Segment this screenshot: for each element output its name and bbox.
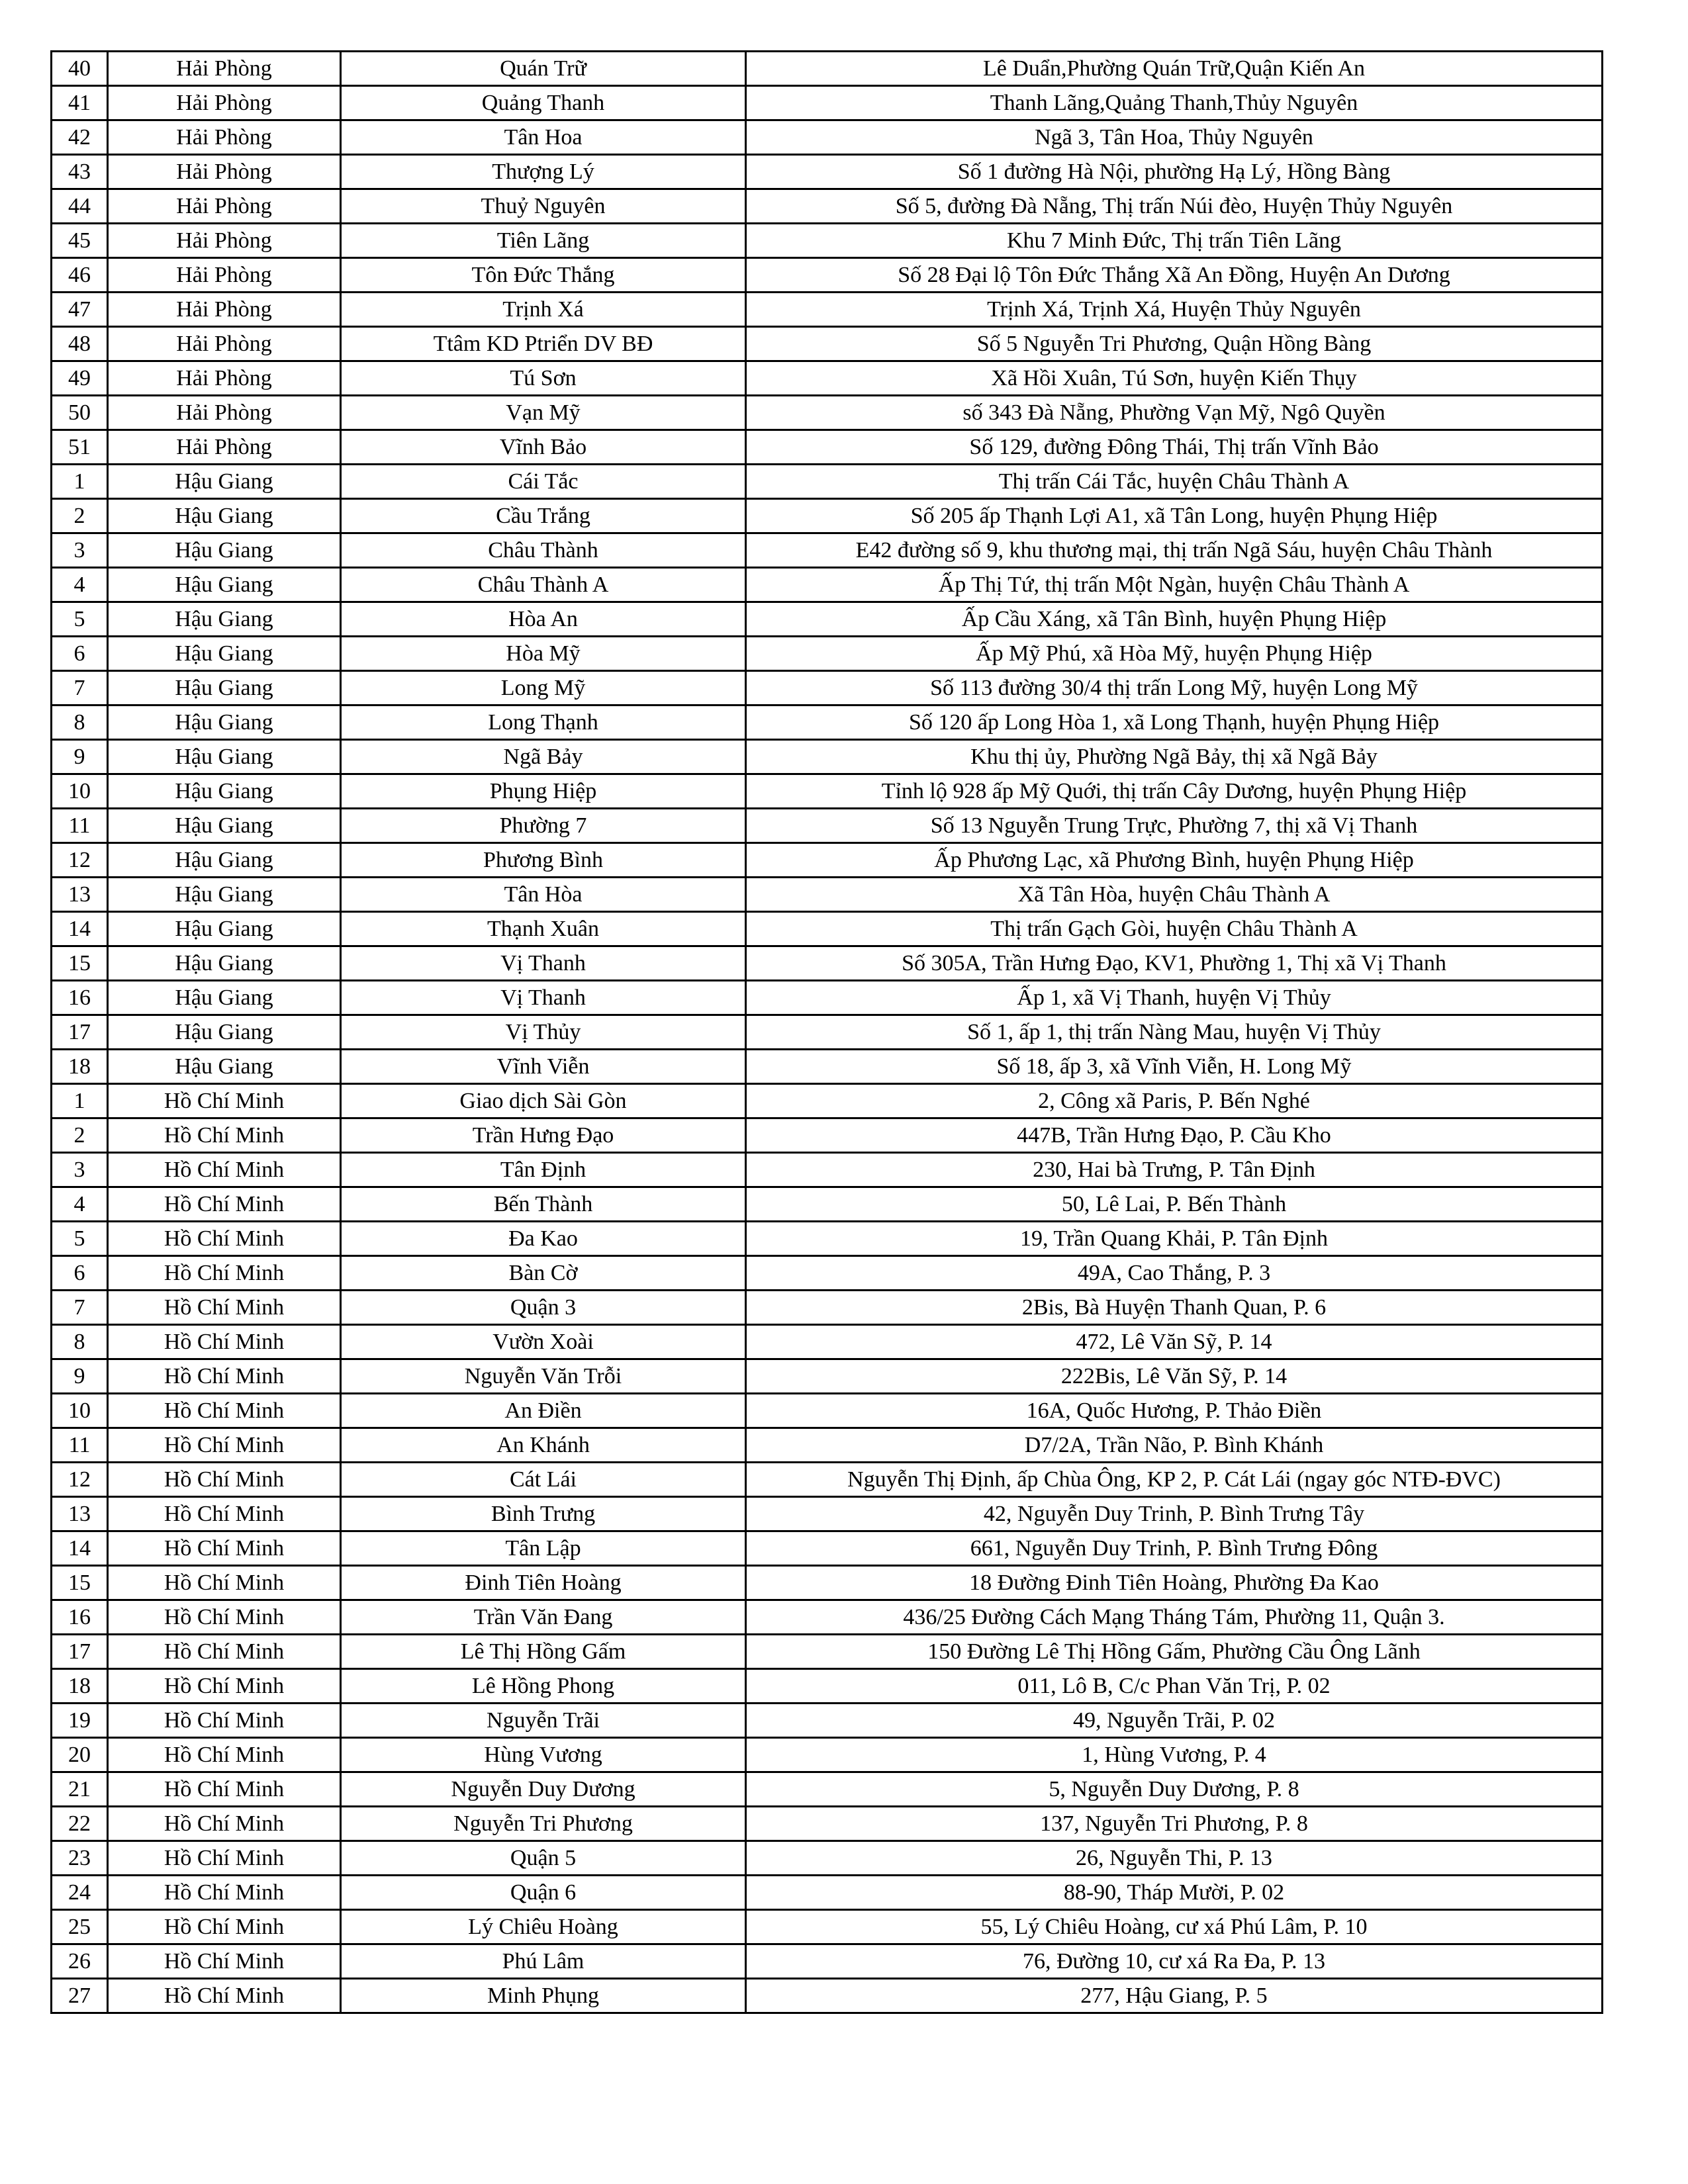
row-number-cell: 46 bbox=[52, 258, 108, 293]
office-name-cell: Tân Hoa bbox=[341, 120, 746, 155]
address-cell: E42 đường số 9, khu thương mại, thị trấn Ngã Sáu, huyện Châu Thành bbox=[746, 533, 1603, 568]
province-cell: Hồ Chí Minh bbox=[108, 1566, 341, 1600]
table-row bbox=[52, 327, 1603, 361]
address-cell: 76, Đường 10, cư xá Ra Đa, P. 13 bbox=[746, 1944, 1603, 1979]
row-number-cell: 1 bbox=[52, 1084, 108, 1118]
table-row bbox=[52, 533, 1603, 568]
province-cell: Hồ Chí Minh bbox=[108, 1979, 341, 2013]
address-cell: Ấp Thị Tứ, thị trấn Một Ngàn, huyện Châu Thành A bbox=[746, 568, 1603, 602]
table-row bbox=[52, 671, 1603, 705]
office-name-cell: Long Mỹ bbox=[341, 671, 746, 705]
office-name-cell: Châu Thành A bbox=[341, 568, 746, 602]
row-number-cell: 50 bbox=[52, 396, 108, 430]
office-name-cell: Bến Thành bbox=[341, 1187, 746, 1222]
table-row bbox=[52, 1944, 1603, 1979]
address-cell: Số 305A, Trần Hưng Đạo, KV1, Phường 1, Thị xã Vị Thanh bbox=[746, 946, 1603, 981]
province-cell: Hồ Chí Minh bbox=[108, 1772, 341, 1807]
table-row bbox=[52, 981, 1603, 1015]
address-cell: Số 205 ấp Thạnh Lợi A1, xã Tân Long, huyện Phụng Hiệp bbox=[746, 499, 1603, 533]
table-row bbox=[52, 1084, 1603, 1118]
row-number-cell: 45 bbox=[52, 224, 108, 258]
office-name-cell: Lý Chiêu Hoàng bbox=[341, 1910, 746, 1944]
province-cell: Hậu Giang bbox=[108, 568, 341, 602]
province-cell: Hồ Chí Minh bbox=[108, 1187, 341, 1222]
address-cell: 661, Nguyễn Duy Trinh, P. Bình Trưng Đông bbox=[746, 1531, 1603, 1566]
province-cell: Hậu Giang bbox=[108, 946, 341, 981]
address-cell: Số 113 đường 30/4 thị trấn Long Mỹ, huyện Long Mỹ bbox=[746, 671, 1603, 705]
row-number-cell: 15 bbox=[52, 1566, 108, 1600]
row-number-cell: 13 bbox=[52, 878, 108, 912]
address-cell: 2, Công xã Paris, P. Bến Nghé bbox=[746, 1084, 1603, 1118]
office-name-cell: Bình Trưng bbox=[341, 1497, 746, 1531]
address-cell: 49, Nguyễn Trãi, P. 02 bbox=[746, 1704, 1603, 1738]
row-number-cell: 5 bbox=[52, 602, 108, 637]
table-row bbox=[52, 1153, 1603, 1187]
office-name-cell: Quán Trữ bbox=[341, 52, 746, 86]
address-cell: Số 13 Nguyễn Trung Trực, Phường 7, thị xã Vị Thanh bbox=[746, 809, 1603, 843]
table-row bbox=[52, 1876, 1603, 1910]
row-number-cell: 42 bbox=[52, 120, 108, 155]
office-name-cell: Vị Thanh bbox=[341, 981, 746, 1015]
row-number-cell: 1 bbox=[52, 465, 108, 499]
row-number-cell: 5 bbox=[52, 1222, 108, 1256]
row-number-cell: 11 bbox=[52, 809, 108, 843]
office-name-cell: Quận 6 bbox=[341, 1876, 746, 1910]
row-number-cell: 8 bbox=[52, 1325, 108, 1359]
office-name-cell: Trịnh Xá bbox=[341, 293, 746, 327]
row-number-cell: 12 bbox=[52, 1463, 108, 1497]
table-row bbox=[52, 52, 1603, 86]
table-row bbox=[52, 1428, 1603, 1463]
province-cell: Hồ Chí Minh bbox=[108, 1669, 341, 1704]
province-cell: Hậu Giang bbox=[108, 843, 341, 878]
office-name-cell: Trần Hưng Đạo bbox=[341, 1118, 746, 1153]
table-row bbox=[52, 1531, 1603, 1566]
row-number-cell: 16 bbox=[52, 981, 108, 1015]
row-number-cell: 7 bbox=[52, 671, 108, 705]
table-row bbox=[52, 361, 1603, 396]
office-name-cell: Vĩnh Bảo bbox=[341, 430, 746, 465]
address-cell: Ấp Phương Lạc, xã Phương Bình, huyện Phụng Hiệp bbox=[746, 843, 1603, 878]
table-row bbox=[52, 809, 1603, 843]
table-row bbox=[52, 1807, 1603, 1841]
post-office-table bbox=[50, 50, 1603, 2014]
row-number-cell: 11 bbox=[52, 1428, 108, 1463]
address-cell: 2Bis, Bà Huyện Thanh Quan, P. 6 bbox=[746, 1291, 1603, 1325]
table-row bbox=[52, 499, 1603, 533]
address-cell: 55, Lý Chiêu Hoàng, cư xá Phú Lâm, P. 10 bbox=[746, 1910, 1603, 1944]
row-number-cell: 49 bbox=[52, 361, 108, 396]
row-number-cell: 4 bbox=[52, 1187, 108, 1222]
office-name-cell: Quảng Thanh bbox=[341, 86, 746, 120]
table-row bbox=[52, 1050, 1603, 1084]
province-cell: Hồ Chí Minh bbox=[108, 1807, 341, 1841]
province-cell: Hồ Chí Minh bbox=[108, 1394, 341, 1428]
table-row bbox=[52, 946, 1603, 981]
office-name-cell: Phường 7 bbox=[341, 809, 746, 843]
row-number-cell: 26 bbox=[52, 1944, 108, 1979]
table-row bbox=[52, 1841, 1603, 1876]
table-row bbox=[52, 568, 1603, 602]
office-name-cell: Trần Văn Đang bbox=[341, 1600, 746, 1635]
province-cell: Hồ Chí Minh bbox=[108, 1635, 341, 1669]
address-cell: 011, Lô B, C/c Phan Văn Trị, P. 02 bbox=[746, 1669, 1603, 1704]
address-cell: 5, Nguyễn Duy Dương, P. 8 bbox=[746, 1772, 1603, 1807]
address-cell: 277, Hậu Giang, P. 5 bbox=[746, 1979, 1603, 2013]
address-cell: Ấp Mỹ Phú, xã Hòa Mỹ, huyện Phụng Hiệp bbox=[746, 637, 1603, 671]
row-number-cell: 17 bbox=[52, 1635, 108, 1669]
row-number-cell: 16 bbox=[52, 1600, 108, 1635]
office-name-cell: Quận 3 bbox=[341, 1291, 746, 1325]
row-number-cell: 12 bbox=[52, 843, 108, 878]
province-cell: Hải Phòng bbox=[108, 361, 341, 396]
table-row bbox=[52, 224, 1603, 258]
address-cell: 42, Nguyễn Duy Trinh, P. Bình Trưng Tây bbox=[746, 1497, 1603, 1531]
table-row bbox=[52, 465, 1603, 499]
table-row bbox=[52, 120, 1603, 155]
table-row bbox=[52, 1118, 1603, 1153]
office-name-cell: Cát Lái bbox=[341, 1463, 746, 1497]
row-number-cell: 15 bbox=[52, 946, 108, 981]
table-row bbox=[52, 430, 1603, 465]
province-cell: Hậu Giang bbox=[108, 774, 341, 809]
table-row bbox=[52, 1015, 1603, 1050]
address-cell: 222Bis, Lê Văn Sỹ, P. 14 bbox=[746, 1359, 1603, 1394]
province-cell: Hồ Chí Minh bbox=[108, 1118, 341, 1153]
province-cell: Hải Phòng bbox=[108, 396, 341, 430]
province-cell: Hồ Chí Minh bbox=[108, 1738, 341, 1772]
table-row bbox=[52, 912, 1603, 946]
row-number-cell: 9 bbox=[52, 740, 108, 774]
province-cell: Hồ Chí Minh bbox=[108, 1325, 341, 1359]
address-cell: 18 Đường Đinh Tiên Hoàng, Phường Đa Kao bbox=[746, 1566, 1603, 1600]
office-name-cell: Hòa Mỹ bbox=[341, 637, 746, 671]
table-row bbox=[52, 1738, 1603, 1772]
row-number-cell: 27 bbox=[52, 1979, 108, 2013]
address-cell: Xã Tân Hòa, huyện Châu Thành A bbox=[746, 878, 1603, 912]
province-cell: Hậu Giang bbox=[108, 981, 341, 1015]
table-row bbox=[52, 396, 1603, 430]
address-cell: Số 120 ấp Long Hòa 1, xã Long Thạnh, huyện Phụng Hiệp bbox=[746, 705, 1603, 740]
address-cell: 230, Hai bà Trưng, P. Tân Định bbox=[746, 1153, 1603, 1187]
province-cell: Hải Phòng bbox=[108, 155, 341, 189]
address-cell: Số 28 Đại lộ Tôn Đức Thắng Xã An Đồng, Huyện An Dương bbox=[746, 258, 1603, 293]
address-cell: 19, Trần Quang Khải, P. Tân Định bbox=[746, 1222, 1603, 1256]
table-row bbox=[52, 1566, 1603, 1600]
table-row bbox=[52, 1635, 1603, 1669]
office-name-cell: Nguyễn Duy Dương bbox=[341, 1772, 746, 1807]
table-row bbox=[52, 1772, 1603, 1807]
office-name-cell: Vĩnh Viễn bbox=[341, 1050, 746, 1084]
office-name-cell: Cái Tắc bbox=[341, 465, 746, 499]
row-number-cell: 18 bbox=[52, 1050, 108, 1084]
table-row bbox=[52, 1222, 1603, 1256]
address-cell: Trịnh Xá, Trịnh Xá, Huyện Thủy Nguyên bbox=[746, 293, 1603, 327]
row-number-cell: 6 bbox=[52, 637, 108, 671]
table-row bbox=[52, 1359, 1603, 1394]
office-name-cell: Lê Thị Hồng Gấm bbox=[341, 1635, 746, 1669]
table-row bbox=[52, 1463, 1603, 1497]
table-row bbox=[52, 637, 1603, 671]
province-cell: Hồ Chí Minh bbox=[108, 1084, 341, 1118]
province-cell: Hải Phòng bbox=[108, 189, 341, 224]
row-number-cell: 2 bbox=[52, 1118, 108, 1153]
province-cell: Hồ Chí Minh bbox=[108, 1944, 341, 1979]
address-cell: Thanh Lãng,Quảng Thanh,Thủy Nguyên bbox=[746, 86, 1603, 120]
province-cell: Hậu Giang bbox=[108, 878, 341, 912]
address-cell: Khu 7 Minh Đức, Thị trấn Tiên Lãng bbox=[746, 224, 1603, 258]
province-cell: Hải Phòng bbox=[108, 258, 341, 293]
row-number-cell: 25 bbox=[52, 1910, 108, 1944]
province-cell: Hậu Giang bbox=[108, 533, 341, 568]
row-number-cell: 23 bbox=[52, 1841, 108, 1876]
address-cell: 1, Hùng Vương, P. 4 bbox=[746, 1738, 1603, 1772]
province-cell: Hậu Giang bbox=[108, 705, 341, 740]
row-number-cell: 14 bbox=[52, 912, 108, 946]
row-number-cell: 10 bbox=[52, 774, 108, 809]
row-number-cell: 10 bbox=[52, 1394, 108, 1428]
address-cell: Xã Hồi Xuân, Tú Sơn, huyện Kiến Thụy bbox=[746, 361, 1603, 396]
row-number-cell: 43 bbox=[52, 155, 108, 189]
office-name-cell: Vườn Xoài bbox=[341, 1325, 746, 1359]
address-cell: Khu thị ủy, Phường Ngã Bảy, thị xã Ngã Bảy bbox=[746, 740, 1603, 774]
address-cell: 50, Lê Lai, P. Bến Thành bbox=[746, 1187, 1603, 1222]
province-cell: Hải Phòng bbox=[108, 430, 341, 465]
row-number-cell: 48 bbox=[52, 327, 108, 361]
office-name-cell: Thuỷ Nguyên bbox=[341, 189, 746, 224]
address-cell: 447B, Trần Hưng Đạo, P. Cầu Kho bbox=[746, 1118, 1603, 1153]
table-row bbox=[52, 774, 1603, 809]
address-cell: số 343 Đà Nẵng, Phường Vạn Mỹ, Ngô Quyền bbox=[746, 396, 1603, 430]
row-number-cell: 20 bbox=[52, 1738, 108, 1772]
office-name-cell: Thạnh Xuân bbox=[341, 912, 746, 946]
office-name-cell: Vạn Mỹ bbox=[341, 396, 746, 430]
row-number-cell: 24 bbox=[52, 1876, 108, 1910]
table-row bbox=[52, 293, 1603, 327]
row-number-cell: 40 bbox=[52, 52, 108, 86]
office-name-cell: Giao dịch Sài Gòn bbox=[341, 1084, 746, 1118]
address-cell: Số 18, ấp 3, xã Vĩnh Viễn, H. Long Mỹ bbox=[746, 1050, 1603, 1084]
address-cell: Số 129, đường Đông Thái, Thị trấn Vĩnh Bảo bbox=[746, 430, 1603, 465]
row-number-cell: 47 bbox=[52, 293, 108, 327]
row-number-cell: 7 bbox=[52, 1291, 108, 1325]
province-cell: Hồ Chí Minh bbox=[108, 1910, 341, 1944]
table-row bbox=[52, 1497, 1603, 1531]
province-cell: Hồ Chí Minh bbox=[108, 1222, 341, 1256]
row-number-cell: 51 bbox=[52, 430, 108, 465]
office-name-cell: Minh Phụng bbox=[341, 1979, 746, 2013]
province-cell: Hồ Chí Minh bbox=[108, 1704, 341, 1738]
address-cell: 150 Đường Lê Thị Hồng Gấm, Phường Cầu Ông Lãnh bbox=[746, 1635, 1603, 1669]
province-cell: Hồ Chí Minh bbox=[108, 1153, 341, 1187]
office-name-cell: Phú Lâm bbox=[341, 1944, 746, 1979]
office-name-cell: Vị Thủy bbox=[341, 1015, 746, 1050]
province-cell: Hồ Chí Minh bbox=[108, 1256, 341, 1291]
province-cell: Hải Phòng bbox=[108, 120, 341, 155]
province-cell: Hải Phòng bbox=[108, 327, 341, 361]
office-name-cell: Tân Định bbox=[341, 1153, 746, 1187]
table-body bbox=[52, 52, 1603, 2013]
office-name-cell: Châu Thành bbox=[341, 533, 746, 568]
table-row bbox=[52, 1187, 1603, 1222]
row-number-cell: 14 bbox=[52, 1531, 108, 1566]
province-cell: Hậu Giang bbox=[108, 499, 341, 533]
address-cell: 137, Nguyễn Tri Phương, P. 8 bbox=[746, 1807, 1603, 1841]
address-cell: Số 5, đường Đà Nẵng, Thị trấn Núi đèo, Huyện Thủy Nguyên bbox=[746, 189, 1603, 224]
row-number-cell: 9 bbox=[52, 1359, 108, 1394]
province-cell: Hải Phòng bbox=[108, 224, 341, 258]
province-cell: Hồ Chí Minh bbox=[108, 1359, 341, 1394]
row-number-cell: 41 bbox=[52, 86, 108, 120]
table-row bbox=[52, 1704, 1603, 1738]
office-name-cell: Tiên Lãng bbox=[341, 224, 746, 258]
table-row bbox=[52, 878, 1603, 912]
province-cell: Hồ Chí Minh bbox=[108, 1600, 341, 1635]
province-cell: Hậu Giang bbox=[108, 637, 341, 671]
table-row bbox=[52, 155, 1603, 189]
address-cell: 88-90, Tháp Mười, P. 02 bbox=[746, 1876, 1603, 1910]
office-name-cell: Hòa An bbox=[341, 602, 746, 637]
office-name-cell: Nguyễn Tri Phương bbox=[341, 1807, 746, 1841]
province-cell: Hải Phòng bbox=[108, 293, 341, 327]
office-name-cell: Đinh Tiên Hoàng bbox=[341, 1566, 746, 1600]
province-cell: Hậu Giang bbox=[108, 1015, 341, 1050]
address-cell: 26, Nguyễn Thi, P. 13 bbox=[746, 1841, 1603, 1876]
table-row bbox=[52, 86, 1603, 120]
table-row bbox=[52, 1325, 1603, 1359]
address-cell: Số 1, ấp 1, thị trấn Nàng Mau, huyện Vị Thủy bbox=[746, 1015, 1603, 1050]
table-row bbox=[52, 189, 1603, 224]
table-row bbox=[52, 1256, 1603, 1291]
address-cell: Thị trấn Cái Tắc, huyện Châu Thành A bbox=[746, 465, 1603, 499]
row-number-cell: 2 bbox=[52, 499, 108, 533]
address-cell: Ngã 3, Tân Hoa, Thủy Nguyên bbox=[746, 120, 1603, 155]
row-number-cell: 3 bbox=[52, 533, 108, 568]
address-cell: Ấp Cầu Xáng, xã Tân Bình, huyện Phụng Hiệp bbox=[746, 602, 1603, 637]
province-cell: Hồ Chí Minh bbox=[108, 1463, 341, 1497]
province-cell: Hậu Giang bbox=[108, 465, 341, 499]
row-number-cell: 13 bbox=[52, 1497, 108, 1531]
province-cell: Hồ Chí Minh bbox=[108, 1291, 341, 1325]
province-cell: Hồ Chí Minh bbox=[108, 1497, 341, 1531]
province-cell: Hậu Giang bbox=[108, 740, 341, 774]
table-row bbox=[52, 705, 1603, 740]
row-number-cell: 3 bbox=[52, 1153, 108, 1187]
table-row bbox=[52, 843, 1603, 878]
row-number-cell: 21 bbox=[52, 1772, 108, 1807]
office-name-cell: Quận 5 bbox=[341, 1841, 746, 1876]
office-name-cell: Phương Bình bbox=[341, 843, 746, 878]
province-cell: Hồ Chí Minh bbox=[108, 1876, 341, 1910]
office-name-cell: Tú Sơn bbox=[341, 361, 746, 396]
office-name-cell: An Điền bbox=[341, 1394, 746, 1428]
office-name-cell: Bàn Cờ bbox=[341, 1256, 746, 1291]
province-cell: Hải Phòng bbox=[108, 52, 341, 86]
office-name-cell: Vị Thanh bbox=[341, 946, 746, 981]
table-row bbox=[52, 1910, 1603, 1944]
table-row bbox=[52, 1669, 1603, 1704]
row-number-cell: 22 bbox=[52, 1807, 108, 1841]
office-name-cell: Nguyễn Trãi bbox=[341, 1704, 746, 1738]
table-row bbox=[52, 1291, 1603, 1325]
address-cell: Số 5 Nguyễn Tri Phương, Quận Hồng Bàng bbox=[746, 327, 1603, 361]
table-row bbox=[52, 1600, 1603, 1635]
province-cell: Hậu Giang bbox=[108, 671, 341, 705]
province-cell: Hải Phòng bbox=[108, 86, 341, 120]
table-row bbox=[52, 1979, 1603, 2013]
row-number-cell: 8 bbox=[52, 705, 108, 740]
office-name-cell: Lê Hồng Phong bbox=[341, 1669, 746, 1704]
row-number-cell: 17 bbox=[52, 1015, 108, 1050]
province-cell: Hậu Giang bbox=[108, 912, 341, 946]
address-cell: 49A, Cao Thắng, P. 3 bbox=[746, 1256, 1603, 1291]
address-cell: 472, Lê Văn Sỹ, P. 14 bbox=[746, 1325, 1603, 1359]
office-name-cell: Đa Kao bbox=[341, 1222, 746, 1256]
address-cell: Tỉnh lộ 928 ấp Mỹ Quới, thị trấn Cây Dương, huyện Phụng Hiệp bbox=[746, 774, 1603, 809]
address-cell: Số 1 đường Hà Nội, phường Hạ Lý, Hồng Bàng bbox=[746, 155, 1603, 189]
row-number-cell: 4 bbox=[52, 568, 108, 602]
office-name-cell: Hùng Vương bbox=[341, 1738, 746, 1772]
address-cell: Thị trấn Gạch Gòi, huyện Châu Thành A bbox=[746, 912, 1603, 946]
table-row bbox=[52, 740, 1603, 774]
office-name-cell: An Khánh bbox=[341, 1428, 746, 1463]
province-cell: Hồ Chí Minh bbox=[108, 1428, 341, 1463]
office-name-cell: Tôn Đức Thắng bbox=[341, 258, 746, 293]
office-name-cell: Cầu Trắng bbox=[341, 499, 746, 533]
province-cell: Hậu Giang bbox=[108, 602, 341, 637]
address-cell: D7/2A, Trần Não, P. Bình Khánh bbox=[746, 1428, 1603, 1463]
office-name-cell: Ngã Bảy bbox=[341, 740, 746, 774]
table-row bbox=[52, 602, 1603, 637]
address-cell: 436/25 Đường Cách Mạng Tháng Tám, Phường 11, Quận 3. bbox=[746, 1600, 1603, 1635]
address-cell: 16A, Quốc Hương, P. Thảo Điền bbox=[746, 1394, 1603, 1428]
table-row bbox=[52, 1394, 1603, 1428]
province-cell: Hồ Chí Minh bbox=[108, 1841, 341, 1876]
office-name-cell: Long Thạnh bbox=[341, 705, 746, 740]
table-row bbox=[52, 258, 1603, 293]
row-number-cell: 44 bbox=[52, 189, 108, 224]
office-name-cell: Nguyễn Văn Trỗi bbox=[341, 1359, 746, 1394]
address-cell: Ấp 1, xã Vị Thanh, huyện Vị Thủy bbox=[746, 981, 1603, 1015]
office-name-cell: Thượng Lý bbox=[341, 155, 746, 189]
province-cell: Hậu Giang bbox=[108, 809, 341, 843]
office-name-cell: Tân Hòa bbox=[341, 878, 746, 912]
province-cell: Hồ Chí Minh bbox=[108, 1531, 341, 1566]
row-number-cell: 18 bbox=[52, 1669, 108, 1704]
office-name-cell: Ttâm KD Ptriển DV BĐ bbox=[341, 327, 746, 361]
row-number-cell: 19 bbox=[52, 1704, 108, 1738]
address-cell: Lê Duẩn,Phường Quán Trữ,Quận Kiến An bbox=[746, 52, 1603, 86]
province-cell: Hậu Giang bbox=[108, 1050, 341, 1084]
office-name-cell: Phụng Hiệp bbox=[341, 774, 746, 809]
office-name-cell: Tân Lập bbox=[341, 1531, 746, 1566]
address-cell: Nguyễn Thị Định, ấp Chùa Ông, KP 2, P. Cát Lái (ngay góc NTĐ-ĐVC) bbox=[746, 1463, 1603, 1497]
row-number-cell: 6 bbox=[52, 1256, 108, 1291]
